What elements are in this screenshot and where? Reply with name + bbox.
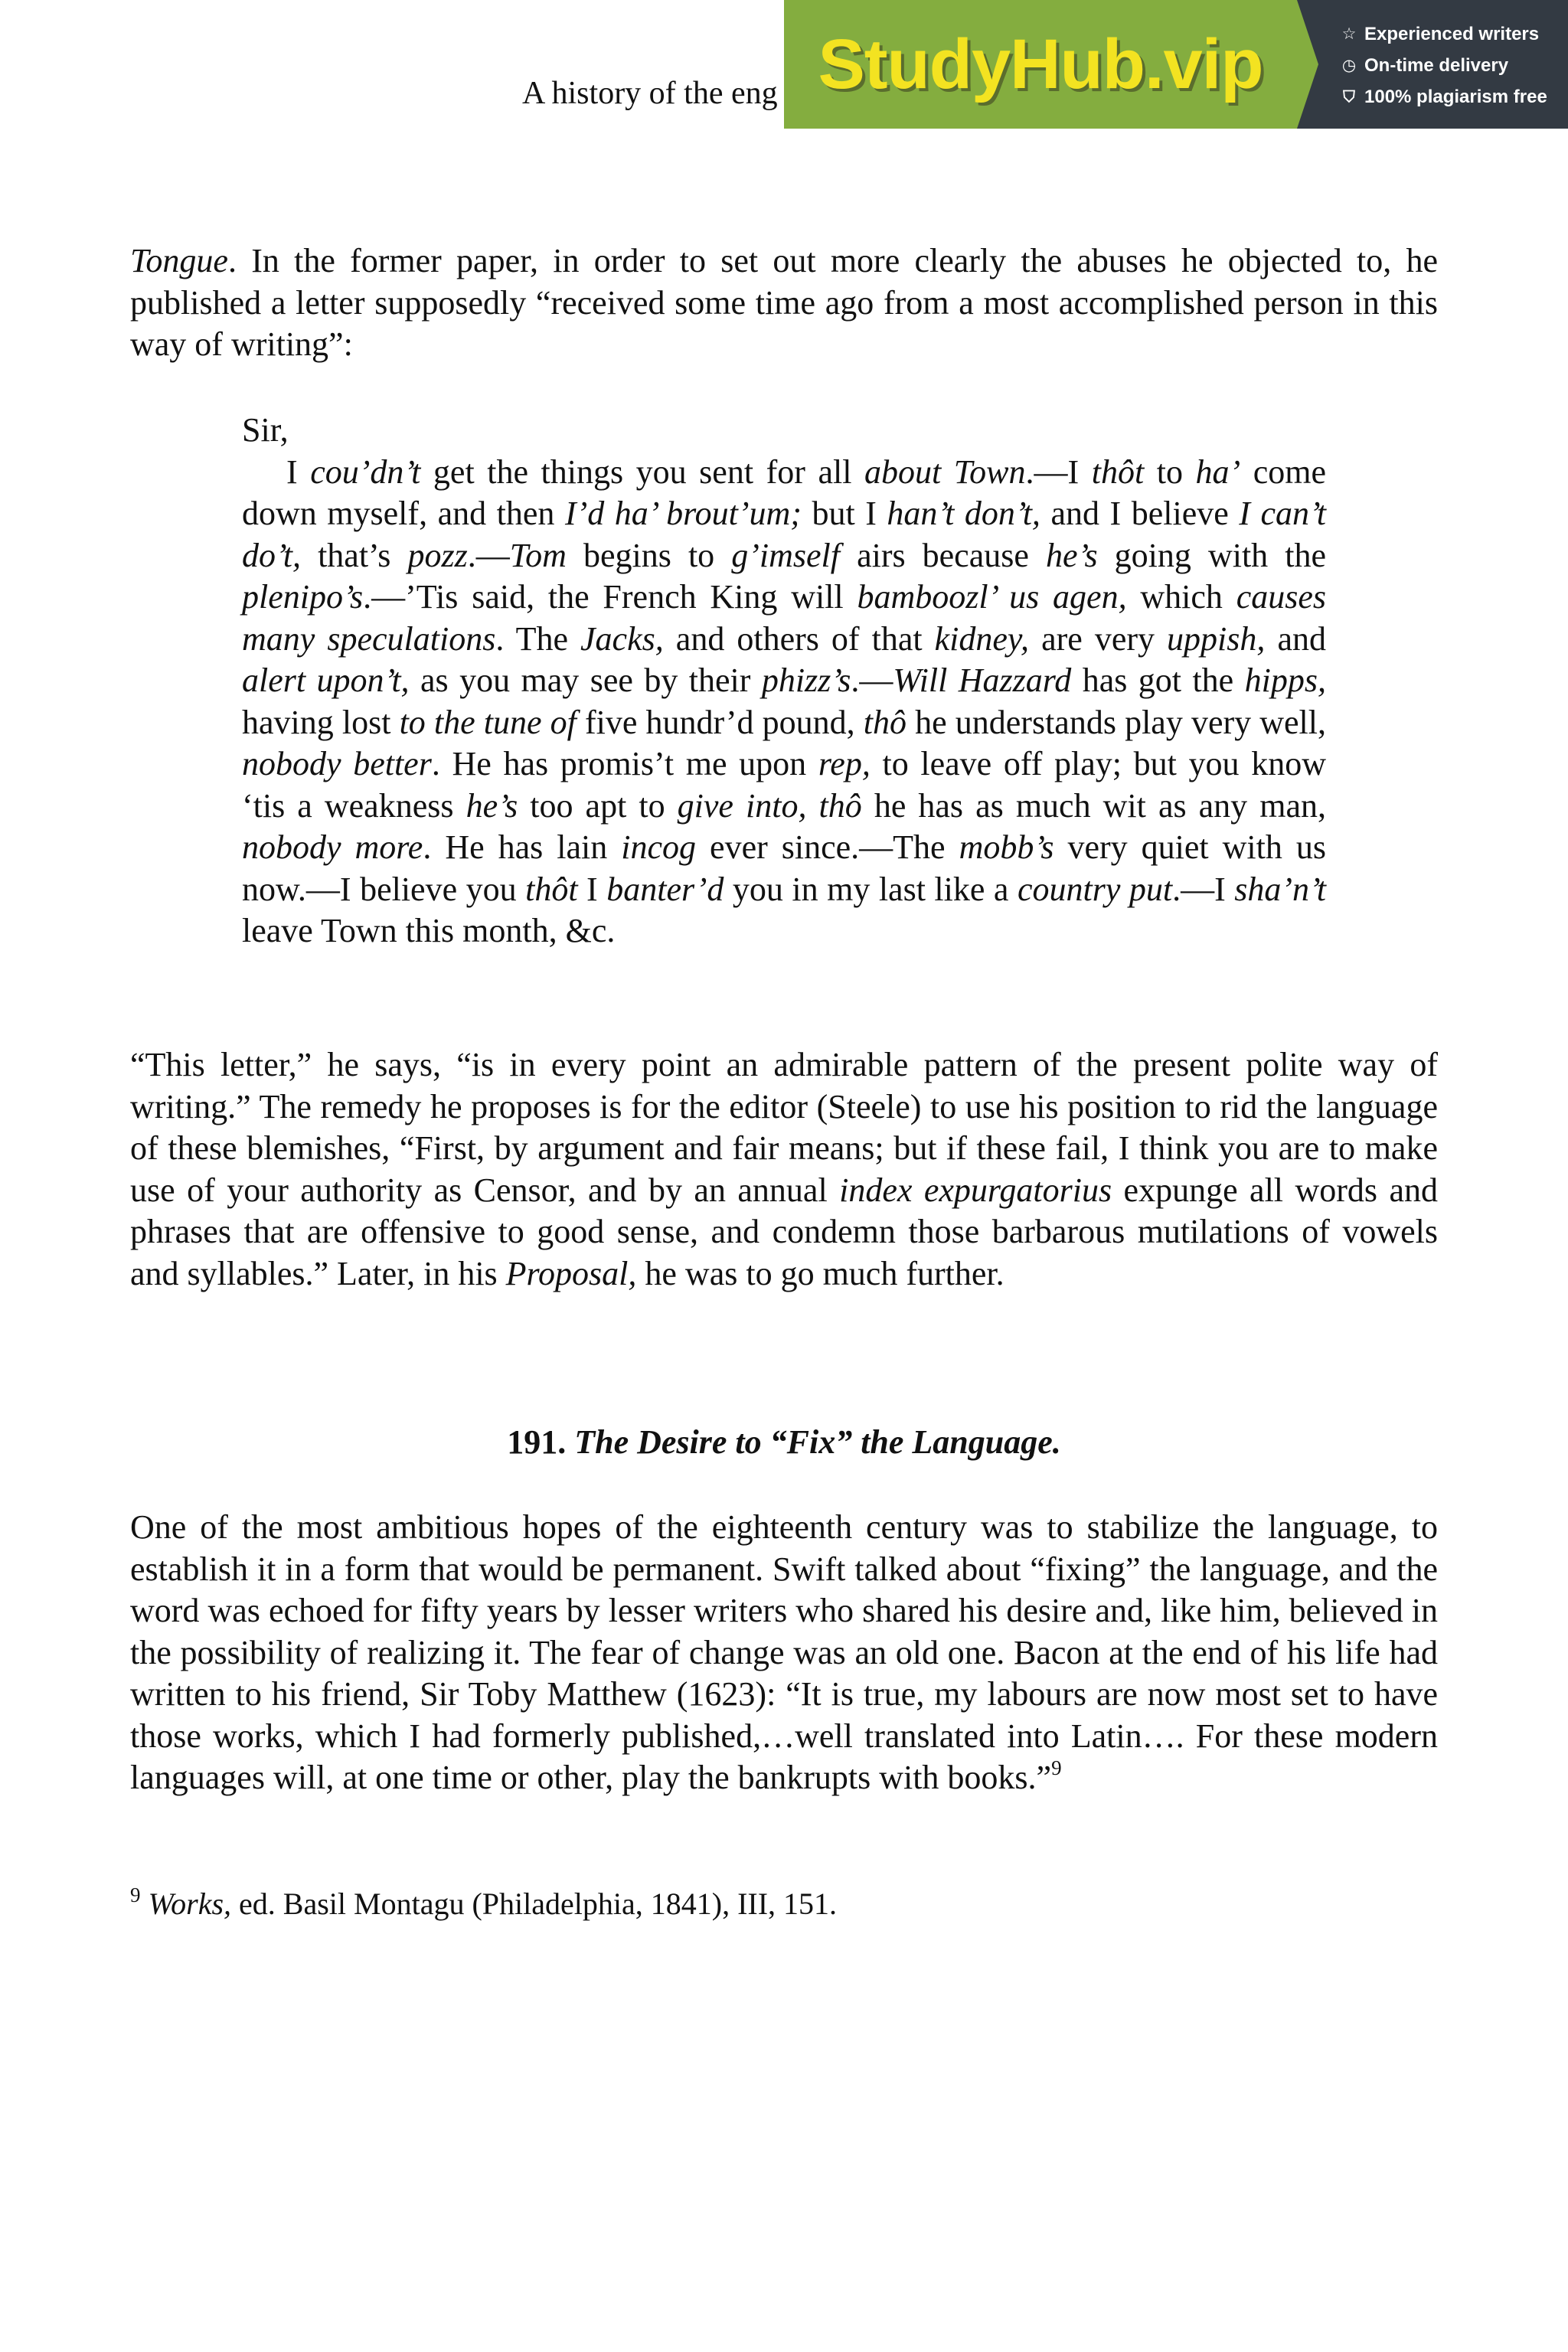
letter-italic-phrase: causes many speculations — [242, 578, 1327, 658]
letter-salutation: Sir, — [242, 411, 289, 449]
letter-italic-phrase: thôt — [525, 870, 578, 908]
letter-text: I — [577, 870, 607, 908]
letter-text: going with the — [1097, 536, 1327, 574]
letter-body — [242, 452, 1326, 952]
star-icon: ☆ — [1341, 24, 1357, 43]
intro-paragraph — [130, 240, 1438, 366]
letter-text: .—’Tis said, the French King will — [363, 578, 858, 616]
letter-italic-phrase: sha’n’t — [1234, 870, 1327, 908]
section-paragraph — [130, 1507, 1438, 1799]
letter-italic-phrase: kidney, — [934, 619, 1030, 658]
commentary-paragraph — [130, 1044, 1438, 1295]
letter-italic-phrase: ha’ — [1195, 452, 1241, 491]
intro-title-word: Tongue — [130, 242, 228, 279]
letter-text: .— — [467, 536, 510, 574]
commentary-text: he was to go much further. — [636, 1254, 1004, 1292]
commentary-work-title: Proposal, — [505, 1254, 637, 1292]
letter-text: .— — [851, 662, 893, 699]
letter-text: five hundr’d pound, — [576, 703, 864, 741]
letter-text: to — [1144, 452, 1196, 491]
letter-text: get the things you sent for all — [420, 452, 864, 491]
letter-text: has got the — [1071, 662, 1245, 699]
ad-feature-experienced-writers — [1340, 18, 1568, 50]
letter-text: that’s — [301, 536, 408, 574]
letter-text: he understands play very well, — [906, 703, 1326, 741]
letter-text: very quiet with us now.—I believe you — [242, 828, 1326, 908]
letter-text: you in my last like a — [724, 870, 1018, 908]
letter-italic-phrase: he’s — [1045, 536, 1098, 574]
letter-italic-phrase: Will Hazzard — [893, 662, 1072, 699]
letter-italic-phrase: g’imself — [731, 536, 840, 574]
letter-text: are very — [1029, 619, 1168, 658]
ad-features-panel — [1297, 0, 1568, 129]
letter-text: . He has promis’t me upon — [431, 745, 818, 782]
letter-text: ever since.—The — [696, 828, 959, 866]
letter-text: which — [1126, 578, 1236, 616]
letter-italic-phrase: banter’d — [606, 870, 724, 908]
clock-icon: ◷ — [1341, 56, 1357, 74]
footnote — [130, 1885, 1438, 1923]
letter-text: . The — [495, 619, 581, 658]
quoted-letter — [242, 410, 1326, 952]
letter-italic-phrase: plenipo’s — [242, 578, 364, 616]
letter-text: leave Town this month, &c. — [242, 912, 616, 949]
footnote-work-title: Works, — [148, 1886, 232, 1921]
letter-text: as you may see by their — [409, 662, 762, 699]
commentary-latin-term: index expurgatorius — [839, 1171, 1112, 1209]
section-text: One of the most ambitious hopes of the eighteenth century was to stabilize the language, to establish it in a form that would be permanent. Swift talked about “fixing” the language, and the word was echoed for fifty years by lesser writers who shared his desire and, like him, believed in the possibility of realizing it. The fear of change was an old one. Bacon at the end of his life had written to his friend, Sir Toby Matthew (1623): “It is true, my labours are now most set to have those works, which I had formerly published,…well translated into Latin…. For these modern languages will, at one time or other, play the bankrupts with books.” — [130, 1508, 1438, 1796]
letter-italic-phrase: nobody more — [242, 828, 423, 866]
letter-italic-phrase: bamboozl’ us agen, — [857, 578, 1127, 616]
section-title: The Desire to “Fix” the Language. — [574, 1423, 1061, 1461]
letter-text: begins to — [566, 536, 732, 574]
letter-italic-phrase: give into, thô — [677, 786, 862, 825]
letter-italic-phrase: I can’t do’t, — [242, 495, 1327, 574]
section-number: 191. — [507, 1423, 567, 1461]
ad-feature-plagiarism-free — [1340, 81, 1568, 113]
studyhub-ad-banner[interactable] — [784, 0, 1568, 129]
letter-text: come down myself, and then — [242, 452, 1326, 532]
letter-text: too apt to — [518, 786, 678, 825]
letter-italic-phrase: mobb’s — [959, 828, 1054, 866]
letter-text: and — [1265, 619, 1326, 658]
footnote-text: ed. Basil Montagu (Philadelphia, 1841), III, 151. — [231, 1886, 838, 1921]
letter-italic-phrase: nobody better — [242, 745, 432, 782]
letter-italic-phrase: pozz — [407, 536, 468, 574]
letter-italic-phrase: he’s — [466, 786, 518, 825]
ad-logo-panel[interactable] — [784, 0, 1297, 129]
letter-text: .—I — [1025, 452, 1092, 491]
shield-icon: ⛉ — [1343, 87, 1355, 106]
letter-italic-phrase: phizz’s — [761, 662, 851, 699]
letter-text: he has as much wit as any man, — [861, 786, 1326, 825]
letter-text: . He has lain — [423, 828, 622, 866]
commentary-text: expunge all words and phrases that are offensive to good sense, and condemn those barbarous mutilations of vowels and syllables.” Later, in his — [130, 1171, 1438, 1292]
letter-italic-phrase: cou’dn’t — [310, 452, 421, 491]
letter-italic-phrase: han’t don’t, — [887, 495, 1040, 532]
letter-italic-phrase: I’d ha’ brout’um; — [564, 495, 802, 532]
letter-italic-phrase: thôt — [1091, 452, 1145, 491]
section-heading — [0, 1422, 1568, 1463]
ad-feature-label: On-time delivery — [1364, 55, 1509, 76]
ad-feature-label: Experienced writers — [1364, 24, 1540, 44]
letter-italic-phrase: uppish, — [1167, 619, 1266, 658]
letter-italic-phrase: alert upon’t, — [242, 662, 410, 699]
ad-feature-label: 100% plagiarism free — [1364, 87, 1547, 107]
letter-italic-phrase: Tom — [509, 536, 567, 574]
letter-text: and I believe — [1040, 495, 1240, 532]
intro-text: . In the former paper, in order to set out more clearly the abuses he objected to, he published a letter supposedly “received some time ago from a most accomplished person in this way of writing”: — [130, 242, 1438, 363]
letter-italic-phrase: to the tune of — [399, 703, 577, 741]
letter-text: airs because — [840, 536, 1046, 574]
running-head: A history of the eng — [522, 76, 778, 111]
studyhub-logo[interactable]: StudyHub.vip — [818, 25, 1263, 103]
letter-italic-phrase: thô — [863, 703, 906, 741]
letter-italic-phrase: country put — [1017, 870, 1173, 908]
letter-text: to leave off play; but you know ‘tis a weakness — [242, 745, 1326, 825]
letter-text: .—I — [1172, 870, 1235, 908]
letter-text: and others of that — [663, 619, 935, 658]
footnote-number: 9 — [130, 1883, 141, 1906]
commentary-text: “This letter,” he says, “is in every point an admirable pattern of the present polite way of writing.” The remedy he proposes is for the editor (Steele) to use his position to rid the language of these blemishes, “First, by argument and fair means; but if these fail, I think you are to make use of your authority as Censor, and by an annual — [130, 1046, 1438, 1209]
letter-text: having lost — [242, 703, 400, 741]
ad-feature-on-time-delivery — [1340, 50, 1568, 81]
letter-italic-phrase: incog — [621, 828, 697, 866]
letter-text: I — [286, 452, 311, 491]
letter-italic-phrase: hipps, — [1244, 662, 1327, 699]
letter-italic-phrase: rep, — [818, 745, 871, 782]
letter-italic-phrase: Jacks, — [580, 619, 664, 658]
letter-text: but I — [801, 495, 887, 532]
footnote-reference[interactable]: 9 — [1051, 1756, 1062, 1780]
letter-italic-phrase: about Town — [864, 452, 1026, 491]
